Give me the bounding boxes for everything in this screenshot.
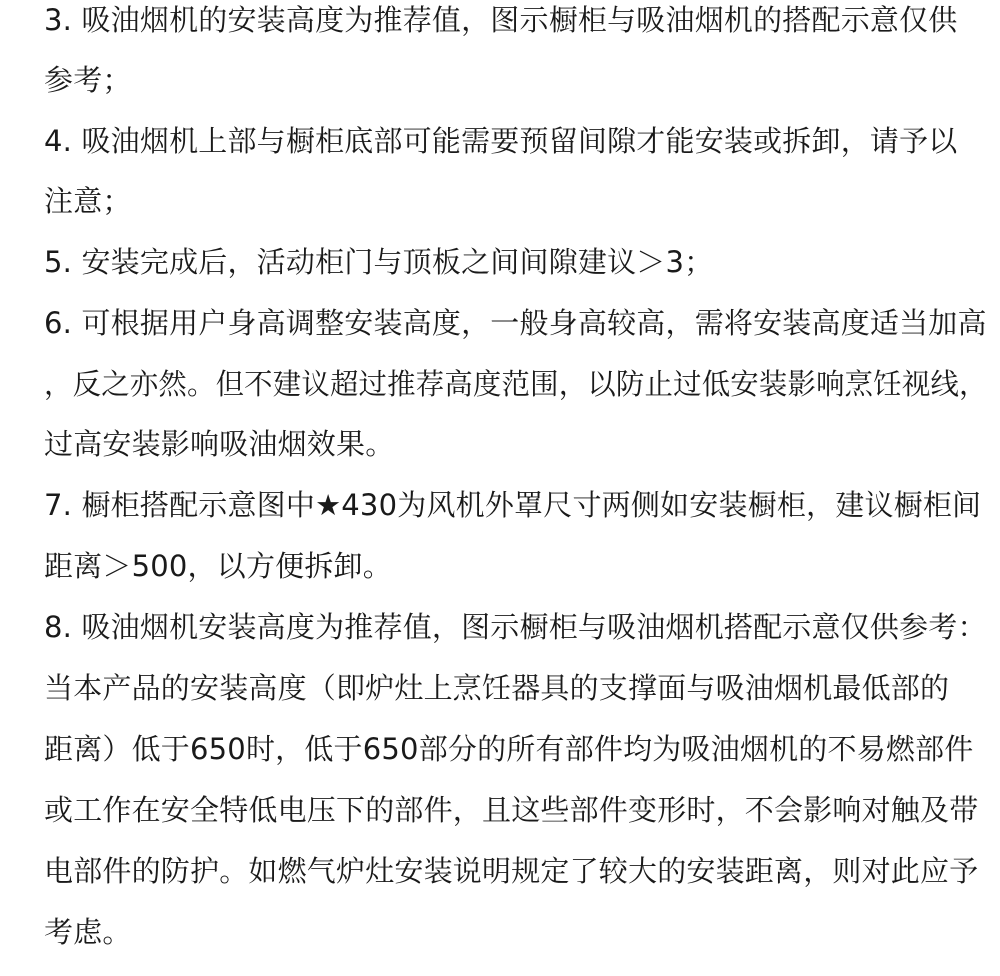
note-8-line-4: 或工作在安全特低电压下的部件，且这些部件变形时，不会影响对触及带: [44, 793, 979, 827]
note-8-line-5: 电部件的防护。如燃气炉灶安装说明规定了较大的安装距离，则对此应予: [44, 854, 979, 888]
note-8-line-2: 当本产品的安装高度（即炉灶上烹饪器具的支撑面与吸油烟机最低部的: [44, 671, 950, 705]
note-7-line-1: 7. 橱柜搭配示意图中★430为风机外罩尺寸两侧如安装橱柜，建议橱柜间: [44, 488, 982, 522]
note-6-line-3: 过高安装影响吸油烟效果。: [44, 427, 395, 461]
note-7-line-2: 距离＞500，以方便拆卸。: [44, 549, 392, 583]
note-4-line-1: 4. 吸油烟机上部与橱柜底部可能需要预留间隙才能安装或拆卸，请予以: [44, 124, 958, 158]
note-4-line-2: 注意；: [44, 184, 132, 218]
note-8-line-3: 距离）低于650时，低于650部分的所有部件均为吸油烟机的不易燃部件: [44, 732, 974, 766]
note-6-line-1: 6. 可根据用户身高调整安装高度，一般身高较高，需将安装高度适当加高: [44, 306, 987, 340]
note-8-line-1: 8. 吸油烟机安装高度为推荐值，图示橱柜与吸油烟机搭配示意仅供参考：: [44, 610, 987, 644]
note-8-line-6: 考虑。: [44, 915, 132, 949]
note-6-line-2: ，反之亦然。但不建议超过推荐高度范围，以防止过低安装影响烹饪视线，: [44, 367, 988, 401]
note-3-line-2: 参考；: [44, 63, 132, 97]
note-5-line-1: 5. 安装完成后，活动柜门与顶板之间间隙建议＞3；: [44, 245, 714, 279]
note-3-line-1: 3. 吸油烟机的安装高度为推荐值，图示橱柜与吸油烟机的搭配示意仅供: [44, 3, 958, 37]
